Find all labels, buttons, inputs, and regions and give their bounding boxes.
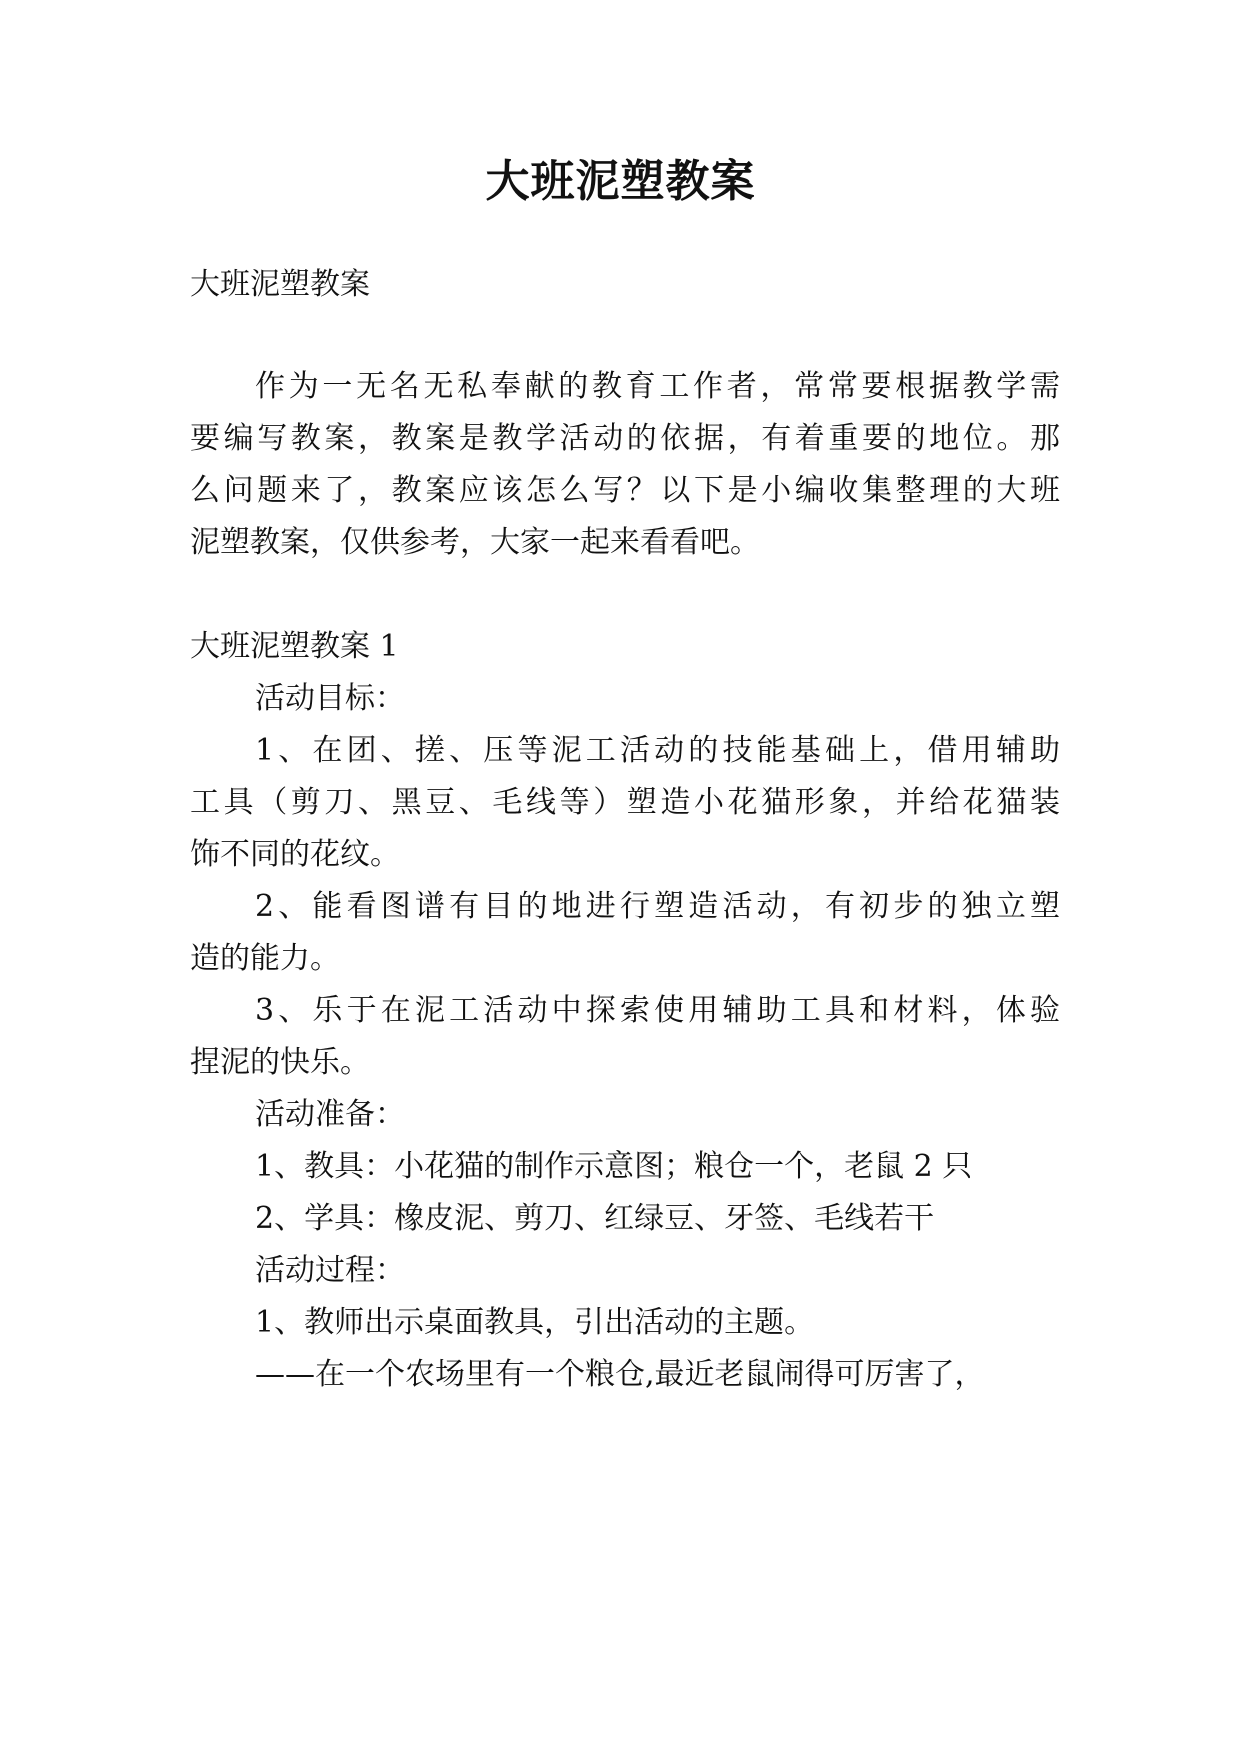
paragraph-line: 3、乐于在泥工活动中探索使用辅助工具和材料，体验 bbox=[255, 993, 1060, 1028]
paragraph-line: 2、学具：橡皮泥、剪刀、红绿豆、牙签、毛线若干 bbox=[255, 1201, 935, 1236]
paragraph-line: 捏泥的快乐。 bbox=[190, 1045, 370, 1080]
subheading: 活动目标： bbox=[255, 681, 405, 716]
subheading: 活动过程： bbox=[255, 1253, 405, 1288]
paragraph-line: 1、教具：小花猫的制作示意图；粮仓一个，老鼠 2 只 bbox=[255, 1149, 973, 1184]
paragraph-line: 工具（剪刀、黑豆、毛线等）塑造小花猫形象，并给花猫装 bbox=[190, 785, 1060, 820]
paragraph-line: 么问题来了，教案应该怎么写？以下是小编收集整理的大班 bbox=[190, 473, 1060, 508]
subheading: 活动准备： bbox=[255, 1097, 405, 1132]
page-title: 大班泥塑教案 bbox=[485, 156, 756, 207]
paragraph-line: ——在一个农场里有一个粮仓,最近老鼠闹得可厉害了， bbox=[255, 1357, 985, 1392]
section-heading: 大班泥塑教案 bbox=[190, 267, 370, 302]
paragraph-line: 作为一无名无私奉献的教育工作者，常常要根据教学需 bbox=[255, 369, 1060, 404]
section-heading: 大班泥塑教案 1 bbox=[190, 629, 399, 664]
paragraph-line: 2、能看图谱有目的地进行塑造活动，有初步的独立塑 bbox=[255, 889, 1060, 924]
paragraph-line: 要编写教案，教案是教学活动的依据，有着重要的地位。那 bbox=[190, 421, 1060, 456]
paragraph-line: 泥塑教案，仅供参考，大家一起来看看吧。 bbox=[190, 525, 760, 560]
paragraph-line: 造的能力。 bbox=[190, 941, 340, 976]
paragraph-line: 饰不同的花纹。 bbox=[190, 837, 400, 872]
paragraph-line: 1、教师出示桌面教具，引出活动的主题。 bbox=[255, 1305, 815, 1340]
paragraph-line: 1、在团、搓、压等泥工活动的技能基础上，借用辅助 bbox=[255, 733, 1060, 768]
